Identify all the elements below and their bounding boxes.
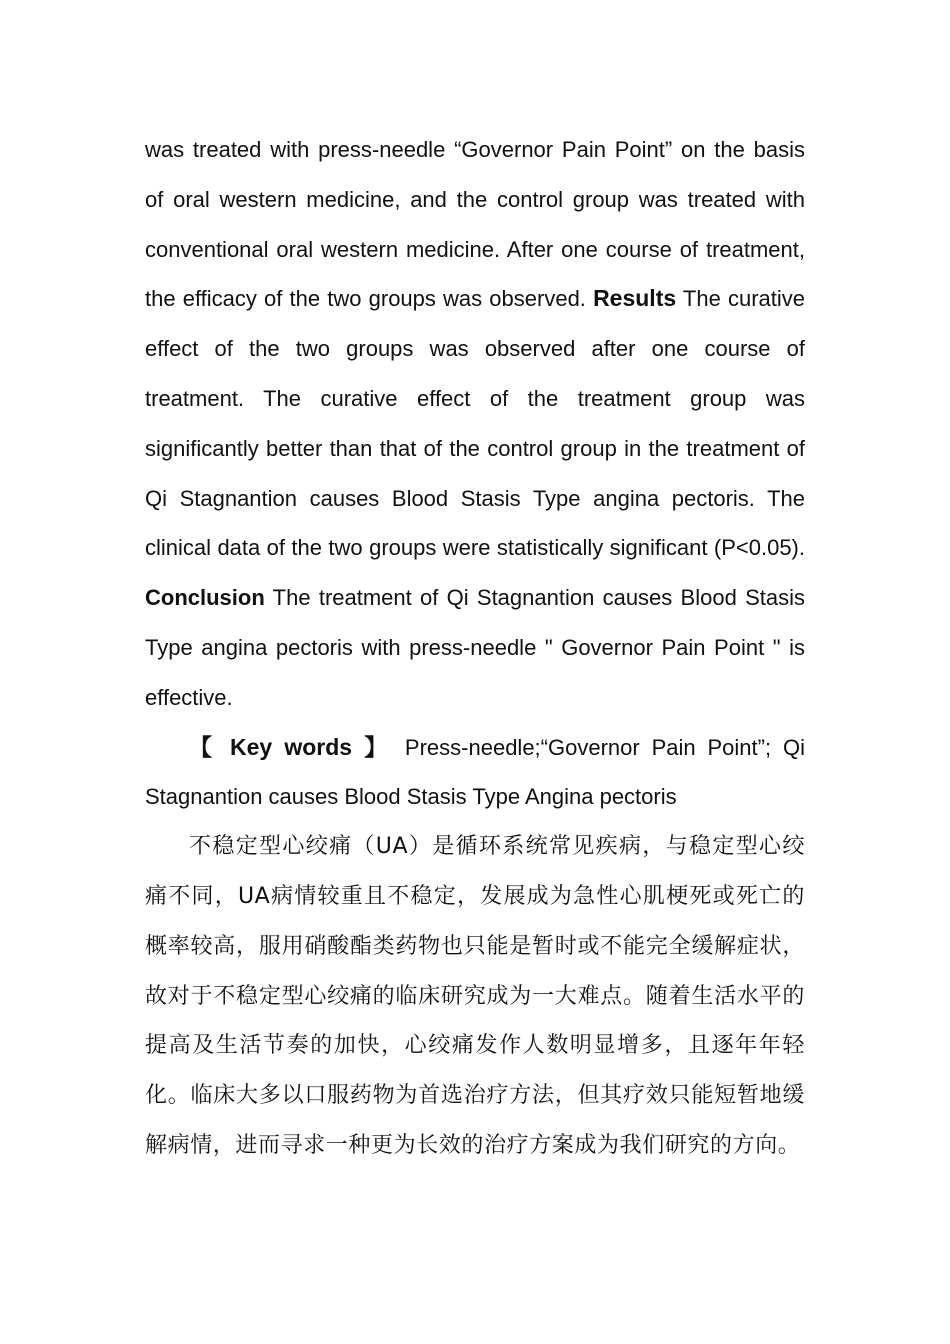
results-text: The curative effect of the two groups was observed after one course of treatment. The curative effect of the treatment group was significantly better than that of the control group in the treatment of Qi Stagnantion causes Blood Stasis Type angina pectoris. The clinical data of the two groups were statistically significant (P<0.05). [145, 286, 805, 561]
keywords-label: 【 Key words 】 [189, 733, 394, 760]
keywords-paragraph [145, 723, 805, 823]
keywords-text: Press-needle;“Governor Pain Point”; Qi Stagnantion causes Blood Stasis Type Angina pectoris [145, 734, 805, 810]
abstract-paragraph [145, 125, 805, 723]
abstract-methods-tail: was treated with press-needle “Governor Pain Point” on the basis of oral western medicine, and the control group was treated with conventional oral western medicine. After one course of treatment, the efficacy of the two groups was observed. [145, 137, 805, 312]
conclusion-text: The treatment of Qi Stagnantion causes Blood Stasis Type angina pectoris with press-needle " Governor Pain Point " is effective. [145, 585, 805, 710]
conclusion-label: Conclusion [145, 585, 265, 611]
document-page [145, 125, 805, 1171]
body-paragraph: 不稳定型心绞痛（UA）是循环系统常见疾病，与稳定型心绞痛不同，UA病情较重且不稳定，发展成为急性心肌梗死或死亡的概率较高，服用硝酸酯类药物也只能是暂时或不能完全缓解症状，故对于不稳定型心绞痛的临床研究成为一大难点。随着生活水平的提高及生活节奏的加快，心绞痛发作人数明显增多，且逐年年轻化。临床大多以口服药物为首选治疗方法，但其疗效只能短暂地缓解病情，进而寻求一种更为长效的治疗方案成为我们研究的方向。 [145, 834, 805, 1158]
results-label: Results [593, 285, 677, 312]
